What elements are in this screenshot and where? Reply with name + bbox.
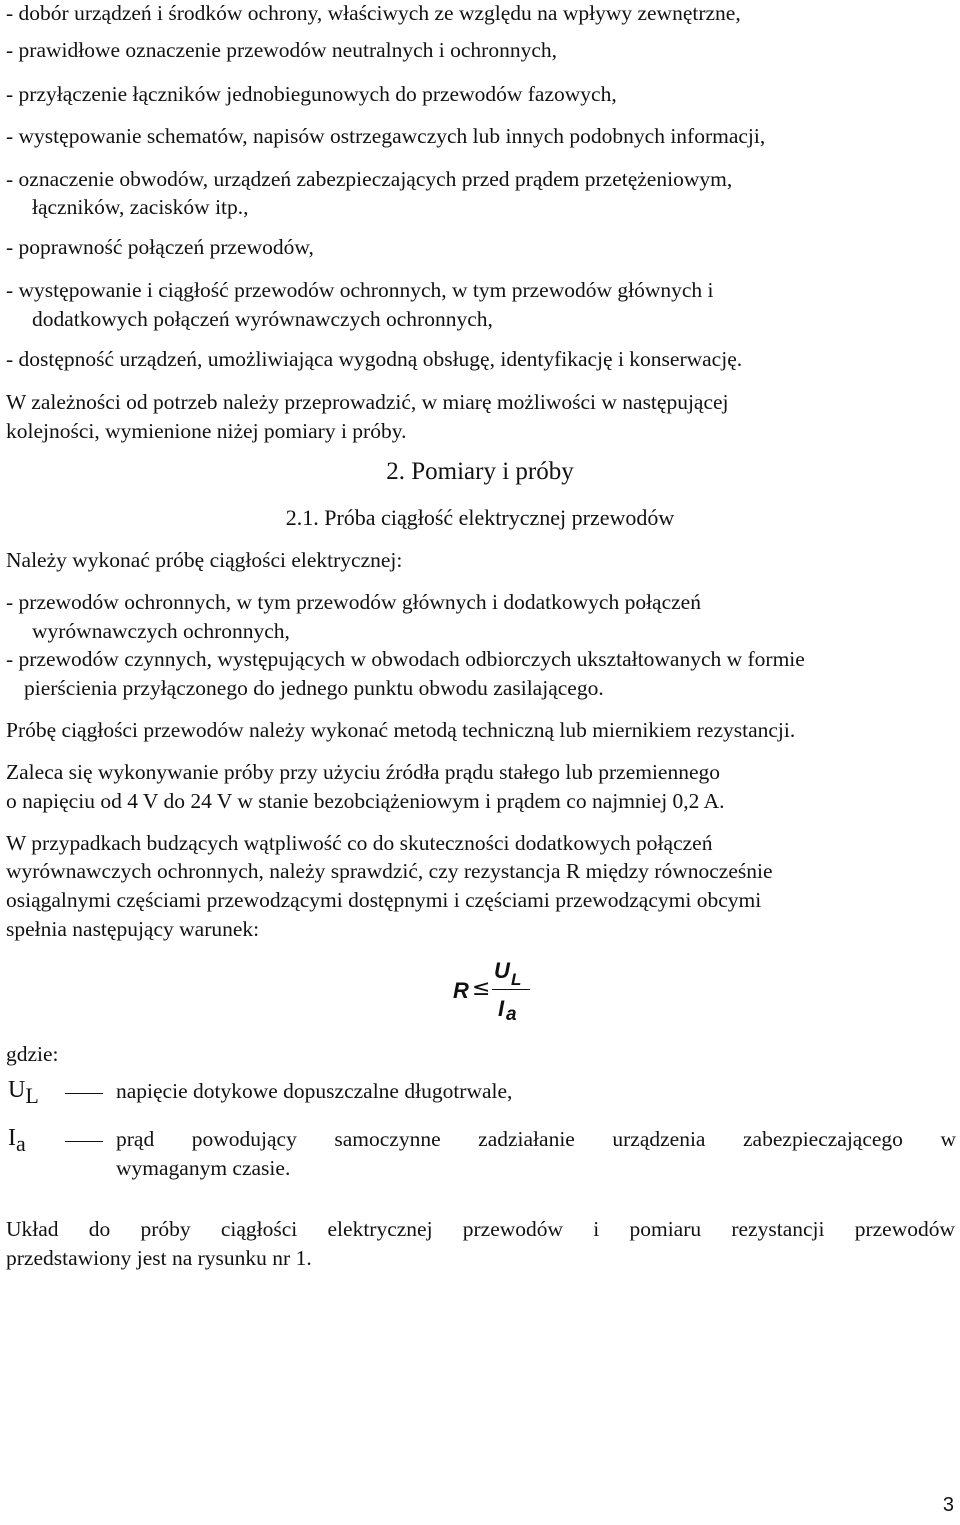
definition-text: wymaganym czasie. — [116, 1156, 291, 1180]
list-item-continuation: wyrównawczych ochronnych, — [32, 619, 290, 643]
definition-text: napięcie dotykowe dopuszczalne długotrwale, — [116, 1079, 513, 1103]
list-item: - oznaczenie obwodów, urządzeń zabezpieczających przed prądem przetężeniowym, — [6, 167, 733, 191]
paragraph-line: osiągalnymi częściami przewodzącymi dostępnymi i częściami przewodzącymi obcymi — [6, 888, 762, 912]
paragraph-line: W przypadkach budzących wątpliwość co do skuteczności dodatkowych połączeń — [6, 831, 713, 855]
paragraph: Próbę ciągłości przewodów należy wykonać metodą techniczną lub miernikiem rezystancji. — [6, 718, 796, 742]
paragraph-line: spełnia następujący warunek: — [6, 917, 260, 941]
list-item: - występowanie i ciągłość przewodów ochronnych, w tym przewodów głównych i — [6, 278, 714, 302]
formula-numerator-sub: L — [511, 970, 522, 989]
list-item: - przyłączenie łączników jednobiegunowych do przewodów fazowych, — [6, 82, 617, 106]
list-item: - dostępność urządzeń, umożliwiająca wygodną obsługę, identyfikację i konserwację. — [6, 347, 743, 371]
list-item: - występowanie schematów, napisów ostrzegawczych lub innych podobnych informacji, — [6, 124, 766, 148]
definition-dash — [65, 1093, 103, 1094]
resistance-condition-formula — [440, 958, 550, 1028]
formula-denominator-sub: a — [506, 1004, 517, 1025]
list-item: - prawidłowe oznaczenie przewodów neutralnych i ochronnych, — [6, 38, 558, 62]
subsection-title: 2.1. Próba ciągłość elektrycznej przewodów — [285, 505, 675, 530]
list-item: - przewodów ochronnych, w tym przewodów głównych i dodatkowych połączeń — [6, 590, 701, 614]
section-title: 2. Pomiary i próby — [386, 458, 574, 485]
paragraph-line: o napięciu od 4 V do 24 V w stanie bezobciążeniowym i prądem co najmniej 0,2 A. — [6, 789, 725, 813]
where-label: gdzie: — [6, 1042, 59, 1066]
paragraph-line: Układ do próby ciągłości elektrycznej przewodów i pomiaru rezystancji przewodów — [6, 1217, 955, 1241]
formula-lhs: R — [453, 978, 469, 1003]
list-item-continuation: pierścienia przyłączonego do jednego punktu obwodu zasilającego. — [24, 676, 604, 700]
paragraph-line: wyrównawczych ochronnych, należy sprawdzić, czy rezystancja R między równocześnie — [6, 859, 773, 883]
list-item: - poprawność połączeń przewodów, — [6, 235, 314, 259]
intro-line: kolejności, wymienione niżej pomiary i próby. — [6, 419, 407, 443]
lead-text: Należy wykonać próbę ciągłości elektrycznej: — [6, 548, 403, 572]
paragraph-line: przedstawiony jest na rysunku nr 1. — [6, 1246, 312, 1270]
definition-text: prąd powodujący samoczynne zadziałanie urządzenia zabezpieczającego w — [116, 1127, 956, 1151]
fraction-bar — [492, 989, 530, 990]
intro-line: W zależności od potrzeb należy przeprowadzić, w miarę możliwości w następującej — [6, 390, 729, 414]
paragraph-line: Zaleca się wykonywanie próby przy użyciu źródła prądu stałego lub przemiennego — [6, 760, 721, 784]
formula-denominator: I — [498, 996, 505, 1021]
page-number: 3 — [942, 1494, 954, 1516]
list-item: - przewodów czynnych, występujących w obwodach odbiorczych ukształtowanych w formie — [6, 647, 805, 671]
formula-numerator: U — [494, 958, 510, 983]
definition-dash — [65, 1141, 103, 1142]
formula-operator: ≤ — [472, 976, 491, 1001]
list-item-continuation: łączników, zacisków itp., — [32, 195, 249, 219]
list-item-continuation: dodatkowych połączeń wyrównawczych ochronnych, — [32, 307, 493, 331]
symbol-ul: $U_L$ — [8, 1077, 39, 1108]
symbol-ia: $I_a$ — [8, 1125, 26, 1156]
list-item: - dobór urządzeń i środków ochrony, właściwych ze względu na wpływy zewnętrzne, — [6, 1, 741, 25]
